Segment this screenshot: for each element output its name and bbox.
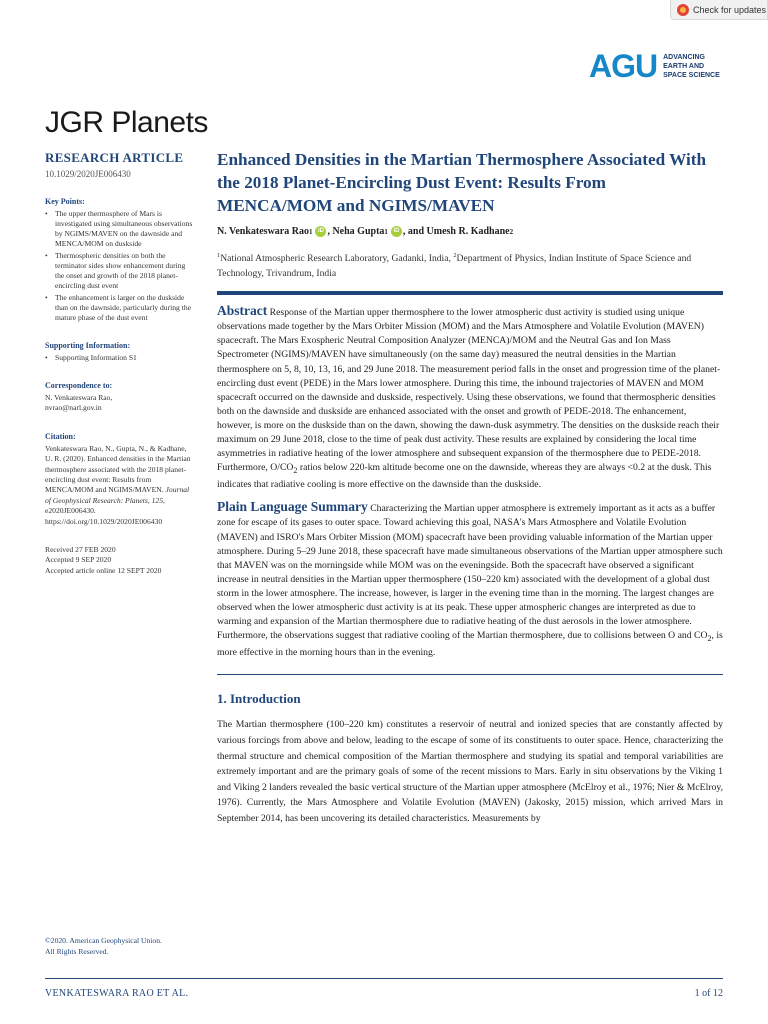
article-main xyxy=(217,148,723,826)
pls-heading: Plain Language Summary xyxy=(217,499,368,515)
author-affil-sup: 1 xyxy=(308,227,313,236)
key-point-item: • The upper thermosphere of Mars is investigated using simultaneous observations by NGIMS/MAVEN on the dawnside and MENCA/MOM on duskside xyxy=(45,209,195,249)
orcid-icon[interactable]: iD xyxy=(391,226,402,237)
key-points-heading: Key Points: xyxy=(45,197,85,206)
affil-sup: 1 xyxy=(217,252,221,259)
copyright-line: All Rights Reserved. xyxy=(45,947,109,956)
section-divider xyxy=(217,674,723,675)
date-accepted: Accepted 9 SEP 2020 xyxy=(45,555,112,565)
check-for-updates-label: Check for updates xyxy=(693,4,767,15)
introduction-heading: 1. Introduction xyxy=(217,691,301,707)
supporting-info-heading: Supporting Information: xyxy=(45,341,131,350)
abstract-text: Response of the Martian upper thermosphere to the lower atmospheric dust activity is studied using unique observations made together by the Mars Orbiter Mission (MOM) and the Mars Atmosphere and Volatile Evolution (MAVEN) spacecraft. The Mars Exospheric Neutral Composition Analyzer (MENCA)/MOM and the Neutral Gas and Ion Mass Spectrometer (NGIMS)/MAVEN have simultaneously (on the same day) measured the neutral densities in the Martian thermosphere on 5, 8, 10, 13, 16, and 29 June 2018. The measurement period falls in the onset and progression time of the planet-encircling dust event (PEDE) in the Mars lower atmosphere. During this time, the inbound trajectories of MAVEN and MOM spacecraft occurred on the dawnside and duskside, respectively. Using these observations, we found that thermospheric densities both on the dawnside and duskside are enhanced associated with the onset and growth of PEDE-2018. The enhancement, however, is more on the duskside than on the dawn, showing the dawn-dusk asymmetry. The densities on the duskside reach their maximum on 29 June 2018, close to the time of peak dust activity. These results are explained by considering the local time asymmetries in radiative heating of the lower atmosphere and subsequent expansion of the thermosphere due to PEDE-2018. Furthermore, O/CO xyxy=(217,307,721,474)
agu-tagline-line: SPACE SCIENCE xyxy=(663,71,720,79)
abstract xyxy=(217,304,723,492)
running-author: VENKATESWARA RAO ET AL. xyxy=(45,988,189,999)
plain-language-summary xyxy=(217,500,723,660)
affil-sup: 2 xyxy=(453,252,457,259)
copyright-notice xyxy=(45,935,205,957)
article-sidebar xyxy=(45,150,195,576)
date-online: Accepted article online 12 SEPT 2020 xyxy=(45,565,162,575)
article-title: Enhanced Densities in the Martian Thermosphere Associated With the 2018 Planet-Encircling Dust Event: Results From MENCA/MOM and NGIMS/MAVEN xyxy=(217,150,707,215)
agu-tagline-line: EARTH AND xyxy=(663,62,705,70)
agu-logo-mark: AGU xyxy=(589,48,658,84)
check-for-updates-button[interactable] xyxy=(670,0,768,20)
pls-subscript: 2 xyxy=(707,634,712,644)
author-name[interactable]: and Umesh R. Kadhane xyxy=(407,226,510,237)
abstract-text: ratios below 220-km altitude become one on the dawnside, whereas they are always <0.2 at the dusk. This indicates that radiative cooling is more effective on the dawnside than the duskside. xyxy=(217,462,712,491)
citation-heading: Citation: xyxy=(45,431,76,441)
correspondence-block xyxy=(45,393,195,414)
key-point-item: • Thermospheric densities on both the terminator sides show enhancement during the onset and growth of the 2018 planet-encircling dust event xyxy=(45,251,195,291)
date-received: Received 27 FEB 2020 xyxy=(45,545,116,555)
agu-tagline xyxy=(663,53,720,80)
footer-divider xyxy=(45,978,723,979)
title-divider xyxy=(217,291,723,295)
correspondence-name: N. Venkateswara Rao, xyxy=(45,393,113,402)
article-dates xyxy=(45,545,195,576)
key-point-item: • The enhancement is larger on the duskside than on the dawnside, particularly during the mature phase of the dust event xyxy=(45,293,195,323)
pls-text: Characterizing the Martian upper atmosphere is extremely important as it acts as a buffer zone for escape of its gases to outer space. Toward achieving this goal, NASA's Mars Atmosphere and Volatile Evolution (MAVEN) and ISRO's Mars Orbiter Mission (MOM) spacecraft have been providing valuable information of the Martian upper atmosphere. During 5–29 June 2018, these spacecraft have made simultaneous observations of the Martian upper atmosphere such that MAVEN was on the morningside while MOM was on the eveningside. Both the spacecraft have observed a significant increase in neutral densities in the Martian upper thermosphere (150–220 km) associated with the development of a global dust storm in the lower atmosphere. The increase, however, is larger in the evening time than in the morning. The largest changes are observed when the lower atmospheric dust activity is at its peak. These upper atmospheric changes are interpreted as due to warming and expansion of the Martian thermosphere due to radiative heating of the dust aerosols in the lower atmosphere. Furthermore, the observations suggest that radiative cooling of the Martian thermosphere, due to collisions between O and CO xyxy=(217,503,723,642)
agu-tagline-line: ADVANCING xyxy=(663,53,705,61)
affiliations xyxy=(217,248,723,281)
journal-name: JGR Planets xyxy=(45,106,208,139)
page-number: 1 of 12 xyxy=(694,988,723,999)
article-type: RESEARCH ARTICLE xyxy=(45,150,184,165)
introduction-paragraph: The Martian thermosphere (100–220 km) constitutes a reservoir of neutral and ionized species that are constantly affected by various forcings from above and below, leading to the escape of some of its constituents to outer space. Hence, characterizing the thermal structure and chemical composition of the Martian thermosphere and studying its spatial and temporal variabilities are extremely important and are the primary goals of some of the recent missions to Mars. Early in situ observations by the Viking 1 and Viking 2 landers revealed the basic vertical structure of the Martian upper atmosphere (McElroy et al., 1976; Nier & McElroy, 1976). Currently, the Mars Atmosphere and Volatile Evolution (MAVEN) (Jakosky, 2015) mission, which arrived Mars in September 2014, has been uncovering its detailed characteristics. Measurements by xyxy=(217,719,723,824)
citation-block xyxy=(45,444,195,527)
correspondence-email[interactable]: nvrao@narl.gov.in xyxy=(45,403,102,413)
copyright-line: ©2020. American Geophysical Union. xyxy=(45,936,162,945)
article-doi[interactable]: 10.1029/2020JE006430 xyxy=(45,169,131,179)
publisher-logo xyxy=(589,50,720,82)
abstract-heading: Abstract xyxy=(217,303,268,319)
author-affil-sup: 2 xyxy=(509,227,514,236)
crossmark-icon xyxy=(677,4,689,16)
pls-text: , is more effective in the morning hours than in the evening. xyxy=(217,630,723,659)
author-name[interactable]: N. Venkateswara Rao xyxy=(217,226,309,237)
supporting-info-list xyxy=(45,353,195,363)
key-points-list xyxy=(45,209,195,323)
citation-text: Venkateswara Rao, N., Gupta, N., & Kadhane, U. R. (2020). Enhanced densities in the Martian thermosphere associated with the 2018 planet-encircling dust event: Results from MENCA/MOM and NGIMS/MAVEN. xyxy=(45,443,191,495)
citation-doi[interactable]: e2020JE006430. https://doi.org/10.1029/2020JE006430 xyxy=(45,506,163,526)
citation-journal: Journal of Geophysical Research: Planets, 125, xyxy=(45,485,190,505)
affil-text: National Atmospheric Research Laboratory, Gadanki, India, xyxy=(220,253,454,265)
supporting-info-link[interactable]: • Supporting Information S1 xyxy=(45,353,195,363)
correspondence-heading: Correspondence to: xyxy=(45,381,113,390)
author-list: N. Venkateswara Rao 1 iD , Neha Gupta 1 iD , and Umesh R. Kadhane 2 xyxy=(217,226,514,237)
affil-text: Department of Physics, Indian Institute of Space Science and Technology, Trivandrum, India xyxy=(217,253,692,280)
author-affil-sup: 1 xyxy=(384,227,388,236)
abstract-subscript: 2 xyxy=(293,466,298,476)
author-name[interactable]: Neha Gupta xyxy=(332,226,385,237)
orcid-icon[interactable]: iD xyxy=(315,226,326,237)
